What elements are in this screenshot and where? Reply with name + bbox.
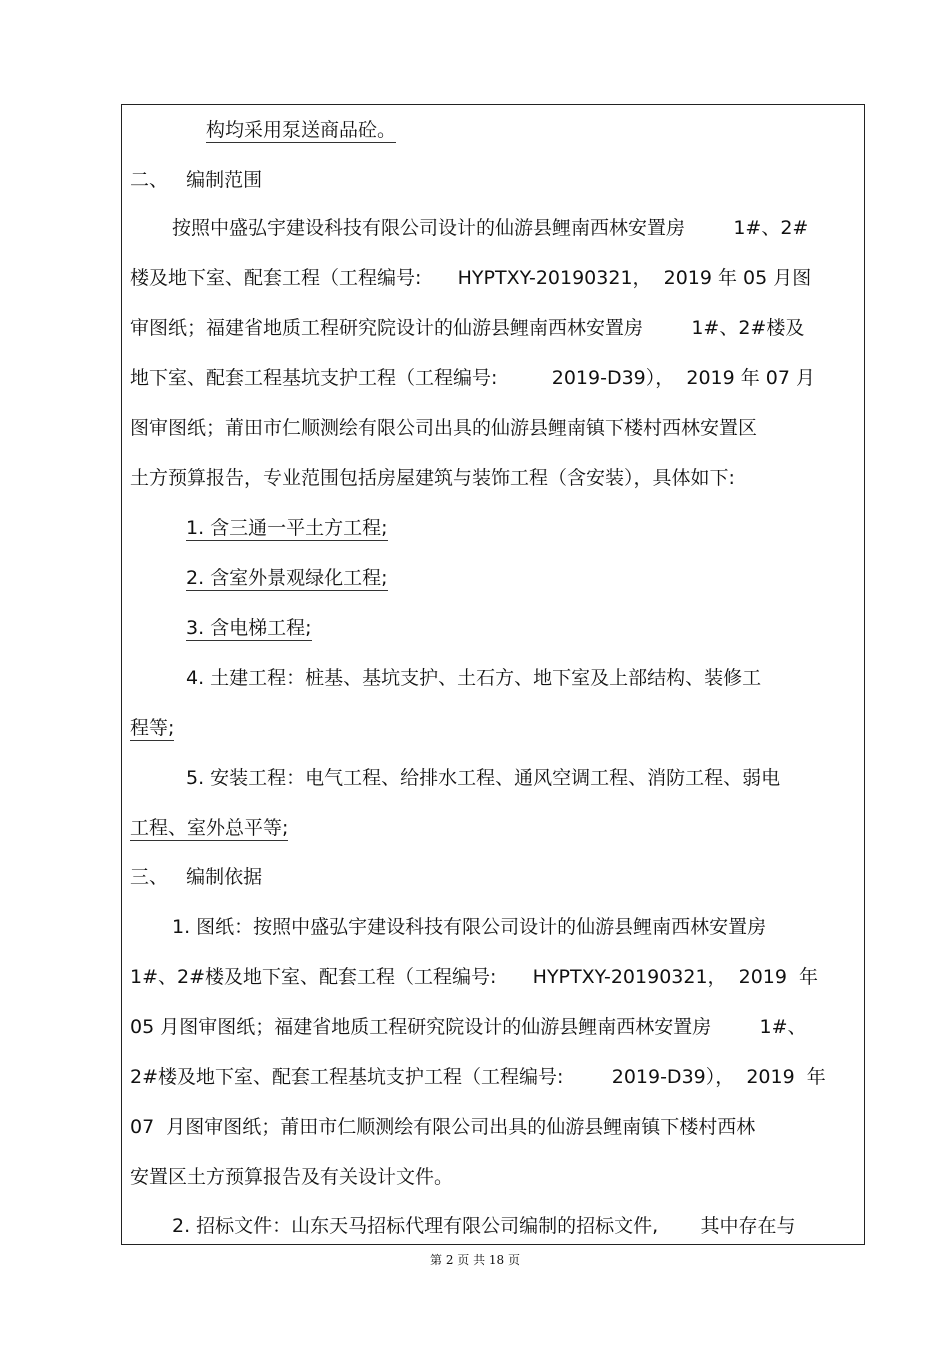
text-line-4: 楼及地下室、配套工程（工程编号: HYPTXY-20190321， 2019 年 05 月图 — [130, 267, 812, 289]
text-line-6: 地下室、配套工程基坑支护工程（工程编号: 2019-D39）， 2019 年 07 月 — [130, 367, 816, 389]
scope-item-4-cont: 程等; — [130, 717, 175, 739]
text-line-8: 土方预算报告，专业范围包括房屋建筑与装饰工程（含安装），具体如下: — [130, 467, 735, 489]
basis-item-1: 1. 图纸：按照中盛弘宇建设科技有限公司设计的仙游县鲤南西林安置房 — [172, 916, 767, 938]
basis-item-1-cont-2: 05 月图审图纸；福建省地质工程研究院设计的仙游县鲤南西林安置房 1#、 — [130, 1016, 807, 1038]
text-line-1: 构均采用泵送商品砼。 — [206, 119, 397, 141]
text-line-5: 审图纸；福建省地质工程研究院设计的仙游县鲤南西林安置房 1#、2#楼及 — [130, 317, 805, 339]
scope-item-4: 4. 土建工程：桩基、基坑支护、土石方、地下室及上部结构、装修工 — [186, 667, 762, 689]
scope-item-2: 2. 含室外景观绿化工程; — [186, 567, 388, 589]
basis-item-1-cont-4: 07 月图审图纸；莆田市仁顺测绘有限公司出具的仙游县鲤南镇下楼村西林 — [130, 1116, 756, 1138]
basis-item-2: 2. 招标文件：山东天马招标代理有限公司编制的招标文件, 其中存在与 — [172, 1215, 796, 1237]
section-heading-basis: 三、 编制依据 — [130, 866, 263, 888]
scope-item-3: 3. 含电梯工程; — [186, 617, 312, 639]
basis-item-1-cont-5: 安置区土方预算报告及有关设计文件。 — [130, 1166, 454, 1188]
section-heading-scope: 二、 编制范围 — [130, 169, 263, 191]
basis-item-1-cont-1: 1#、2#楼及地下室、配套工程（工程编号: HYPTXY-20190321， 2019 年 — [130, 966, 819, 988]
text-line-7: 图审图纸；莆田市仁顺测绘有限公司出具的仙游县鲤南镇下楼村西林安置区 — [130, 417, 758, 439]
basis-item-1-cont-3: 2#楼及地下室、配套工程基坑支护工程（工程编号: 2019-D39）， 2019 年 — [130, 1066, 826, 1088]
text-line-3: 按照中盛弘宇建设科技有限公司设计的仙游县鲤南西林安置房 1#、2# — [172, 217, 809, 239]
page-number-footer: 第 2 页 共 18 页 — [430, 1253, 520, 1267]
scope-item-5: 5. 安装工程：电气工程、给排水工程、通风空调工程、消防工程、弱电 — [186, 767, 781, 789]
scope-item-1: 1. 含三通一平土方工程; — [186, 517, 388, 539]
scope-item-5-cont: 工程、室外总平等; — [130, 817, 289, 839]
